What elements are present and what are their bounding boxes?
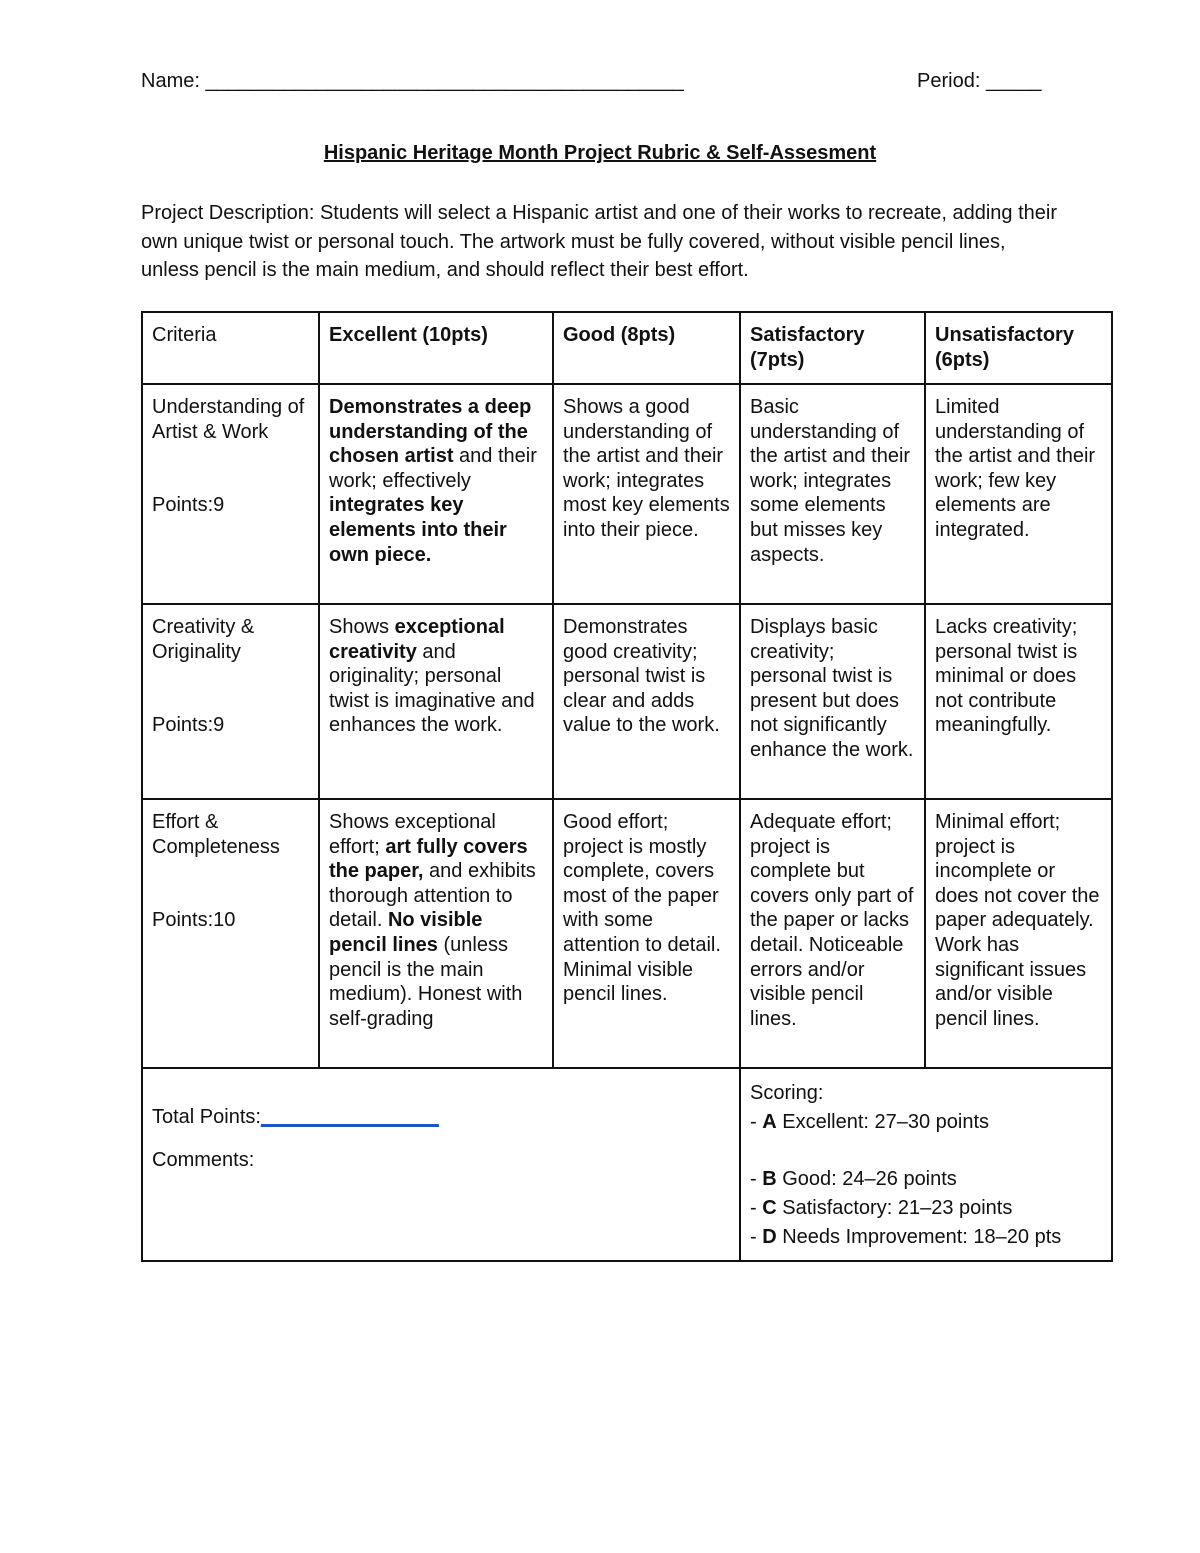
page-title: Hispanic Heritage Month Project Rubric & Self-Assesment [323,142,877,164]
plain-text: and their work; effectively [329,445,537,492]
table-row [142,384,1112,604]
emphasis-text: art fully covers the paper, [329,835,528,883]
good-cell: Demonstrates good creativity; personal twist is clear and adds value to the work. [553,604,740,799]
criterion-cell [142,604,319,799]
table-row [142,799,1112,1068]
score-grade: A [762,1111,777,1133]
plain-text: and originality; personal twist is imaginative and enhances the work. [329,640,535,737]
emphasis-text: integrates key elements into their own piece. [329,494,507,566]
name-label: Name: [141,70,200,92]
good-cell: Good effort; project is mostly complete, covers most of the paper with some attention to detail. Minimal visible pencil lines. [553,799,740,1068]
project-description: Project Description: Students will select a Hispanic artist and one of their works to recreate, adding their own unique twist or personal touch. The artwork must be fully covered, without visible pencil lines, unless pencil is the main medium, and should reflect their best effort. [141,202,1057,281]
satisfactory-cell: Displays basic creativity; personal twist is present but does not significantly enhance the work. [740,604,925,799]
plain-text: (unless pencil is the main medium). Honest with self-grading [329,933,523,1030]
scoring-label: Scoring: [750,1082,824,1104]
table-row [142,604,1112,799]
criterion-cell [142,384,319,604]
score-line-c [750,1194,1102,1223]
score-text: Needs Improvement: 18–20 pts [776,1226,1062,1248]
scoring-cell [740,1068,1112,1261]
satisfactory-cell: Adequate effort; project is complete but covers only part of the paper or lacks detail. Noticeable errors and/or visible pencil lines. [740,799,925,1068]
criterion-points: Points:9 [152,714,225,737]
score-grade: B [762,1168,777,1190]
total-points-label: Total Points: [152,1106,261,1128]
emphasis-text: Demonstrates a deep understanding of the chosen artist [329,396,532,468]
total-points-field[interactable] [152,1105,730,1130]
excellent-cell [319,799,553,1068]
unsatisfactory-cell: Lacks creativity; personal twist is minimal or does not contribute meaningfully. [925,604,1112,799]
criterion-points: Points:10 [152,909,236,932]
comments-label: Comments: [152,1148,255,1171]
header-satisfactory: Satisfactory (7pts) [740,312,925,384]
period-label: Period: [917,70,981,92]
header-excellent: Excellent (10pts) [319,312,553,384]
unsatisfactory-cell: Limited understanding of the artist and their work; few key elements are integrated. [925,384,1112,604]
score-line-d [750,1223,1102,1252]
table-footer-row [142,1068,1112,1261]
score-dash: - [750,1168,763,1190]
period-field[interactable] [917,70,1042,93]
score-dash: - [750,1197,763,1219]
emphasis-text: No visible pencil lines [329,909,483,956]
total-points-blank[interactable]: ________________ [260,1106,439,1128]
score-dash: - [750,1111,763,1133]
score-grade: C [762,1197,777,1219]
criterion-cell [142,799,319,1068]
score-text: Excellent: 27–30 points [776,1111,990,1133]
name-field[interactable] [141,70,684,93]
header-unsatisfactory: Unsatisfactory (6pts) [925,312,1112,384]
criterion-name: Understanding of Artist & Work [152,396,305,443]
header-line [141,70,1053,100]
unsatisfactory-cell: Minimal effort; project is incomplete or does not cover the paper adequately. Work has significant issues and/or visible pencil lines. [925,799,1112,1068]
criterion-name: Creativity & Originality [152,616,255,663]
header-criteria: Criteria [142,312,319,384]
satisfactory-cell: Basic understanding of the artist and their work; integrates some elements but misses key aspects. [740,384,925,604]
criterion-points: Points:9 [152,494,225,517]
name-blank[interactable]: ___________________________________________ [205,70,684,92]
emphasis-text: exceptional creativity [329,616,505,663]
plain-text: Shows [329,616,395,638]
excellent-cell [319,604,553,799]
score-line-a [750,1108,1102,1137]
criterion-name: Effort & Completeness [152,811,280,858]
score-text: Good: 24–26 points [776,1168,957,1190]
score-dash: - [750,1226,763,1248]
period-blank[interactable]: _____ [985,70,1042,92]
plain-text: and exhibits thorough attention to detail. [329,860,536,932]
header-good: Good (8pts) [553,312,740,384]
good-cell: Shows a good understanding of the artist and their work; integrates most key elements into their piece. [553,384,740,604]
score-grade: D [762,1226,777,1248]
plain-text: Shows exceptional effort; [329,811,496,858]
score-line-b [750,1165,1102,1194]
total-points-cell [142,1068,740,1261]
score-text: Satisfactory: 21–23 points [776,1197,1013,1219]
excellent-cell [319,384,553,604]
table-header-row [142,312,1112,384]
rubric-table [141,311,1113,1262]
